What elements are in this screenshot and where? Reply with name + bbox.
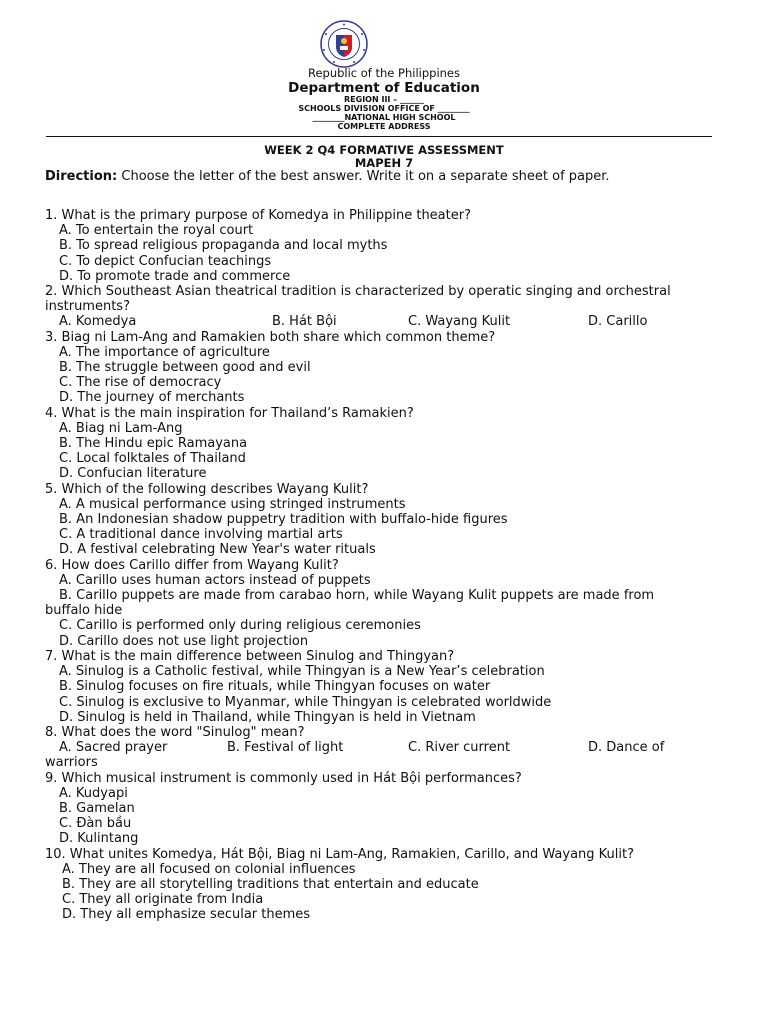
option-d: D. They all emphasize secular themes (62, 907, 311, 923)
question-6 (45, 558, 725, 649)
direction-label: Direction: (45, 169, 118, 184)
option-a: A. Biag ni Lam-Ang (59, 420, 183, 436)
option-d: D. The journey of merchants (59, 390, 245, 406)
option-a: A. Carillo uses human actors instead of puppets (59, 572, 371, 588)
option-b-continuation: buffalo hide (45, 603, 123, 619)
option-a: A. They are all focused on colonial influences (62, 861, 356, 877)
school-line: ________NATIONAL HIGH SCHOOL (312, 113, 456, 122)
option-b: B. Sinulog focuses on fire rituals, while Thingyan focuses on water (59, 679, 491, 695)
option-d: D. Carillo (588, 314, 648, 330)
question-text: 1. What is the primary purpose of Komedya in Philippine theater? (45, 208, 471, 223)
option-b: B. They are all storytelling traditions that entertain and educate (62, 876, 479, 892)
question-text: 4. What is the main inspiration for Thailand’s Ramakien? (45, 405, 414, 421)
question-text: 6. How does Carillo differ from Wayang Kulit? (45, 557, 339, 573)
option-c: C. Local folktales of Thailand (59, 451, 246, 467)
option-c: C. Wayang Kulit (408, 314, 511, 330)
address-line: COMPLETE ADDRESS (337, 122, 431, 131)
question-3 (45, 330, 725, 406)
option-d: D. Confucian literature (59, 466, 207, 482)
option-b: B. The Hindu epic Ramayana (59, 436, 248, 452)
option-b: B. The struggle between good and evil (59, 360, 311, 376)
question-7 (45, 649, 725, 725)
direction-line (45, 169, 610, 184)
subject-title: MAPEH 7 (354, 156, 414, 170)
republic-heading: Republic of the Philippines (307, 66, 461, 80)
option-c: C. Đàn bầu (59, 816, 132, 832)
question-5 (45, 482, 725, 558)
option-d: D. To promote trade and commerce (59, 268, 291, 284)
question-text: 7. What is the main difference between Sinulog and Thingyan? (45, 648, 455, 664)
direction-text: Choose the letter of the best answer. Write it on a separate sheet of paper. (117, 169, 610, 184)
option-b: B. Carillo puppets are made from carabao horn, while Wayang Kulit puppets are made from (59, 588, 655, 604)
question-text: 3. Biag ni Lam-Ang and Ramakien both share which common theme? (45, 329, 496, 345)
option-d: D. Dance of (588, 740, 665, 756)
question-text: 2. Which Southeast Asian theatrical tradition is characterized by operatic singing and orchestral instruments? (45, 284, 671, 315)
option-a: A. The importance of agriculture (59, 344, 270, 360)
option-b: B. Festival of light (227, 740, 344, 756)
question-text: 5. Which of the following describes Wayang Kulit? (45, 481, 369, 497)
option-d: D. Carillo does not use light projection (59, 633, 309, 649)
option-b: B. Gamelan (59, 800, 135, 816)
header-divider (46, 136, 712, 137)
option-a: A. A musical performance using stringed instruments (59, 496, 406, 512)
option-b: B. To spread religious propaganda and local myths (59, 238, 388, 254)
question-1 (45, 208, 725, 284)
option-c: C. To depict Confucian teachings (59, 253, 272, 269)
option-c: C. River current (408, 740, 511, 756)
option-d: D. A festival celebrating New Year's water rituals (59, 542, 376, 558)
option-d: D. Kulintang (59, 831, 139, 847)
option-d-continuation: warriors (45, 755, 98, 771)
question-9 (45, 771, 725, 847)
region-line: REGION III – ______ (344, 95, 424, 104)
option-c: C. Carillo is performed only during religious ceremonies (59, 618, 421, 634)
question-2 (45, 284, 725, 330)
option-c: C. They all originate from India (62, 892, 264, 908)
option-a: A. Sinulog is a Catholic festival, while Thingyan is a New Year’s celebration (59, 664, 545, 680)
division-line: SCHOOLS DIVISION OFFICE OF ________ (298, 104, 470, 113)
question-4 (45, 406, 725, 482)
assessment-title: WEEK 2 Q4 FORMATIVE ASSESSMENT (264, 143, 504, 157)
option-c: C. A traditional dance involving martial arts (59, 527, 343, 543)
option-a: A. Sacred prayer (59, 740, 168, 756)
option-a: A. Komedya (59, 314, 137, 330)
question-text: 10. What unites Komedya, Hát Bội, Biag ni Lam-Ang, Ramakien, Carillo, and Wayang Kulit? (45, 846, 634, 862)
department-heading: Department of Education (288, 80, 480, 96)
option-b: B. Hát Bội (272, 314, 337, 330)
option-d: D. Sinulog is held in Thailand, while Thingyan is held in Vietnam (59, 709, 476, 725)
option-a: A. To entertain the royal court (59, 223, 254, 239)
option-c: C. The rise of democracy (59, 375, 222, 391)
option-row (45, 740, 725, 755)
question-list (45, 208, 725, 923)
question-text: 8. What does the word "Sinulog" mean? (45, 724, 305, 740)
deped-seal-logo (316, 20, 372, 68)
question-text: 9. Which musical instrument is commonly used in Hát Bội performances? (45, 770, 522, 786)
question-10 (45, 847, 725, 923)
option-c: C. Sinulog is exclusive to Myanmar, while Thingyan is celebrated worldwide (59, 694, 552, 710)
option-a: A. Kudyapi (59, 785, 128, 801)
option-row (45, 314, 725, 329)
option-b: B. An Indonesian shadow puppetry tradition with buffalo-hide figures (59, 512, 508, 528)
question-8 (45, 725, 725, 771)
